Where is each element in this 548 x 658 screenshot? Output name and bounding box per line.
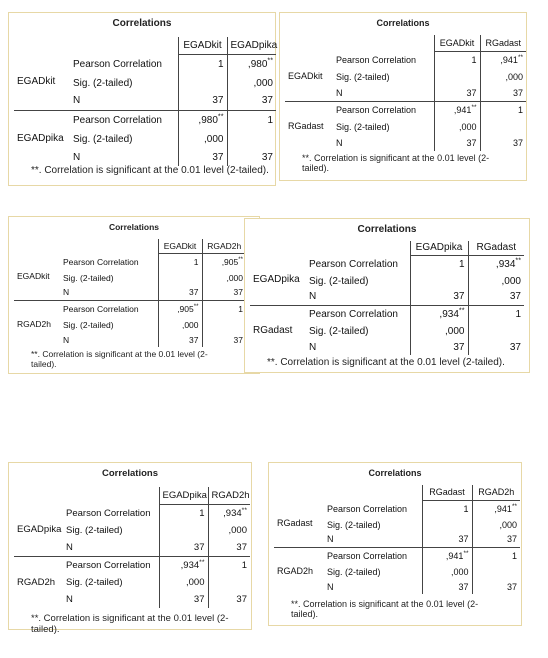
panel-title: Correlations [357, 224, 417, 235]
panel-title: Correlations [112, 18, 172, 29]
significance-mark: ** [217, 111, 224, 121]
correlation-value: ,941 [500, 55, 518, 66]
column-header: EGADkit [434, 35, 480, 51]
stat-label: Pearson Correlation [70, 110, 178, 130]
cell-value: 1 [472, 547, 520, 564]
significance-mark: ** [517, 54, 523, 62]
column-header: RGAD2h [472, 485, 520, 500]
cell-value [202, 253, 246, 270]
stat-label: Sig. (2-tailed) [327, 519, 381, 530]
cell-value: 37 [202, 332, 246, 347]
stat-label: Pearson Correlation [63, 256, 139, 267]
stat-label: Pearson Correlation [73, 58, 162, 70]
column-header: RGAD2h [208, 487, 250, 504]
cell-value: ,000 [434, 119, 480, 135]
stat-label: N [309, 291, 317, 303]
stat-label: Sig. (2-tailed) [63, 272, 114, 283]
cell-value: 37 [158, 332, 202, 347]
footnote: **. Correlation is significant at the 0.01 level (2-tailed). [31, 613, 229, 635]
stat-label: N [309, 341, 317, 353]
stat-label: Pearson Correlation [63, 556, 159, 574]
stat-label: Pearson Correlation [309, 258, 398, 270]
correlation-value: ,980 [247, 58, 268, 70]
stat-label: Sig. (2-tailed) [73, 133, 133, 145]
correlation-value: ,905 [177, 303, 194, 314]
cell-value: 37 [208, 591, 250, 608]
cell-value: 1 [208, 556, 250, 574]
column-header: EGADkit [178, 37, 227, 54]
correlation-table [250, 241, 524, 355]
cell-value [422, 547, 472, 564]
cell-value: 37 [468, 289, 524, 305]
cell-value: 37 [480, 135, 526, 151]
significance-mark: ** [241, 506, 247, 514]
stat-label: N [63, 334, 70, 345]
stat-label: Sig. (2-tailed) [309, 325, 369, 337]
cell-value: 37 [472, 532, 520, 547]
stat-label: Pearson Correlation [327, 503, 408, 514]
cell-value [208, 504, 250, 522]
cell-value: 37 [227, 148, 276, 166]
cell-value [410, 305, 468, 323]
row-variable: EGADkit [17, 76, 56, 88]
stat-label: Pearson Correlation [324, 547, 422, 564]
cell-value: 1 [422, 500, 472, 517]
correlations-panel-1 [8, 12, 276, 186]
column-header: EGADkit [158, 239, 202, 253]
stat-label: N [336, 138, 343, 148]
stat-label: Sig. (2-tailed) [327, 566, 381, 577]
footnote: **. Correlation is significant at the 0.01 level (2-tailed). [267, 357, 505, 368]
cell-value [158, 300, 202, 317]
cell-value [434, 101, 480, 119]
correlation-table [14, 239, 246, 347]
cell-value: ,000 [480, 69, 526, 85]
column-header: EGADpika [227, 37, 276, 54]
stat-label: N [73, 95, 81, 107]
stat-label: Pearson Correlation [333, 101, 434, 119]
cell-value: ,000 [227, 74, 276, 92]
row-variable: EGADpika [253, 274, 300, 286]
cell-value: ,000 [208, 522, 250, 539]
stat-label: Pearson Correlation [66, 507, 151, 519]
significance-mark: ** [463, 549, 469, 557]
cell-value [472, 500, 520, 517]
significance-mark: ** [471, 104, 477, 112]
cell-value: 37 [178, 148, 227, 166]
cell-value: ,000 [468, 273, 524, 289]
cell-value: ,000 [422, 564, 472, 579]
stat-label: N [66, 541, 73, 553]
cell-value: 1 [468, 305, 524, 323]
cell-value: 1 [158, 253, 202, 270]
column-header: EGADpika [159, 487, 208, 504]
cell-value: 1 [159, 504, 208, 522]
correlations-panel-6 [268, 462, 522, 626]
cell-value: 37 [202, 285, 246, 300]
column-header: EGADpika [410, 241, 468, 255]
correlation-value: ,934 [439, 308, 459, 320]
significance-mark: ** [511, 502, 517, 510]
cell-value: 1 [227, 110, 276, 130]
cell-value: 37 [434, 85, 480, 101]
significance-mark: ** [238, 255, 243, 263]
row-variable: RGadast [277, 518, 313, 529]
cell-value: 37 [422, 532, 472, 547]
cell-value: 1 [178, 54, 227, 74]
cell-value: 37 [480, 85, 526, 101]
stat-label: Sig. (2-tailed) [336, 72, 390, 82]
column-header: RGadast [480, 35, 526, 51]
stat-label: Sig. (2-tailed) [63, 319, 114, 330]
significance-mark: ** [199, 558, 205, 566]
panel-title: Correlations [108, 222, 160, 232]
column-header: RGadast [468, 241, 524, 255]
cell-value [480, 51, 526, 69]
stat-label: Sig. (2-tailed) [73, 77, 133, 89]
correlation-table [285, 35, 526, 151]
stat-label: N [66, 594, 73, 605]
column-header: RGadast [422, 485, 472, 500]
stat-label: N [73, 151, 81, 163]
cell-value: 37 [468, 339, 524, 355]
cell-value: 37 [178, 92, 227, 110]
correlation-value: ,934 [180, 559, 200, 571]
cell-value: 37 [434, 135, 480, 151]
stat-label: Sig. (2-tailed) [309, 275, 369, 287]
stat-label: N [327, 581, 334, 592]
cell-value [227, 54, 276, 74]
cell-value: 1 [202, 300, 246, 317]
cell-value: ,000 [159, 574, 208, 591]
cell-value: 37 [472, 579, 520, 594]
correlations-panel-3 [8, 216, 260, 374]
cell-value: 37 [410, 339, 468, 355]
cell-value: ,000 [202, 270, 246, 285]
cell-value: ,000 [472, 517, 520, 532]
correlations-panel-5 [8, 462, 252, 635]
correlation-value: ,941 [453, 105, 472, 116]
correlations-panel-4 [244, 218, 530, 373]
column-header: RGAD2h [202, 239, 246, 253]
row-variable: RGadast [285, 101, 333, 151]
cell-value: 1 [480, 101, 526, 119]
cell-value: 37 [159, 539, 208, 556]
cell-value: 37 [227, 92, 276, 110]
row-variable: RGadast [250, 305, 306, 355]
footnote: **. Correlation is significant at the 0.01 level (2-tailed). [31, 349, 208, 369]
row-variable: EGADkit [288, 70, 323, 81]
cell-value: ,000 [410, 323, 468, 339]
correlation-value: ,934 [223, 507, 242, 519]
cell-value: 1 [434, 51, 480, 69]
significance-mark: ** [193, 302, 199, 310]
significance-mark: ** [458, 305, 465, 315]
cell-value: ,000 [178, 130, 227, 148]
cell-value: 37 [208, 539, 250, 556]
correlation-table [274, 485, 520, 594]
cell-value: 1 [410, 255, 468, 273]
row-variable: EGADpika [17, 524, 62, 536]
cell-value: 37 [159, 591, 208, 608]
cell-value: 37 [410, 289, 468, 305]
stat-label: Sig. (2-tailed) [66, 525, 123, 536]
stat-label: N [63, 287, 70, 298]
row-variable: RGAD2h [14, 556, 63, 608]
stat-label: Sig. (2-tailed) [336, 122, 390, 132]
stat-label: Pearson Correlation [336, 55, 417, 65]
correlation-value: ,941 [494, 503, 512, 514]
cell-value [178, 110, 227, 130]
significance-mark: ** [515, 255, 521, 265]
cell-value: ,000 [158, 317, 202, 332]
panel-title: Correlations [102, 468, 158, 479]
row-variable: RGAD2h [14, 300, 60, 347]
correlation-value: ,980 [198, 114, 218, 126]
correlation-table [14, 487, 250, 608]
row-variable: EGADkit [17, 271, 50, 282]
correlation-value: ,941 [445, 550, 464, 561]
cell-value: 37 [422, 579, 472, 594]
correlation-value: ,905 [221, 256, 239, 267]
cell-value: 37 [158, 285, 202, 300]
stat-label: N [336, 87, 343, 98]
stat-label: Pearson Correlation [60, 300, 158, 317]
row-variable: RGAD2h [274, 547, 324, 594]
stat-label: N [327, 534, 334, 545]
cell-value [468, 255, 524, 273]
panel-title: Correlations [368, 468, 422, 478]
stat-label: Sig. (2-tailed) [66, 577, 123, 588]
footnote: **. Correlation is significant at the 0.01 level (2-tailed). [31, 165, 269, 176]
correlations-panel-2 [279, 12, 527, 181]
footnote: **. Correlation is significant at the 0.01 level (2-tailed). [291, 599, 479, 619]
panel-title: Correlations [376, 18, 430, 28]
significance-mark: ** [267, 55, 273, 65]
correlation-table [14, 37, 276, 166]
footnote: **. Correlation is significant at the 0.01 level (2-tailed). [302, 153, 490, 173]
row-variable: EGADpika [14, 110, 70, 166]
cell-value [159, 556, 208, 574]
correlation-value: ,934 [495, 258, 516, 270]
stat-label: Pearson Correlation [306, 305, 410, 323]
